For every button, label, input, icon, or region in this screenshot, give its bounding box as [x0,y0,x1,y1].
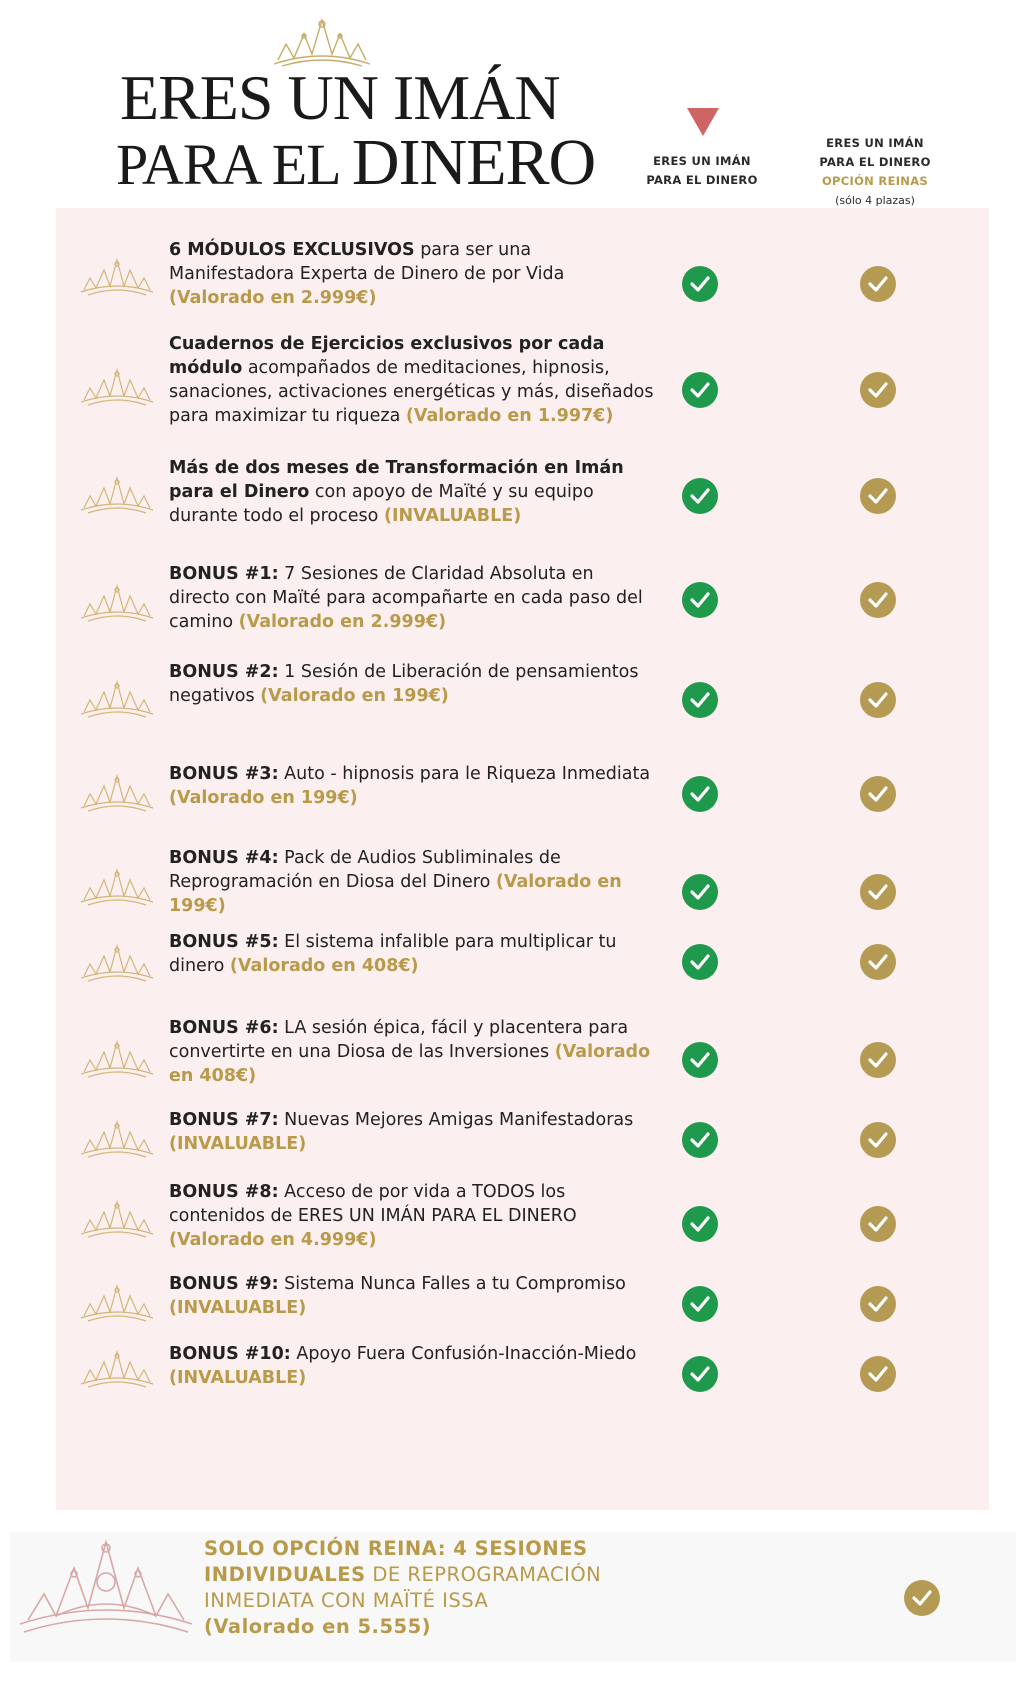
tiara-icon [78,770,156,814]
check-icon [682,1356,718,1392]
feature-value: (Valorado en 2.999€) [169,288,377,308]
check-icon [682,1286,718,1322]
feature-value: (Valorado en 408€) [169,1042,651,1086]
check-icon [860,478,896,514]
feature-description [169,1108,659,1156]
feature-title: BONUS #1: [169,564,279,584]
check-icon [860,1042,896,1078]
check-icon [904,1580,940,1616]
check-icon [682,944,718,980]
check-icon [682,582,718,618]
feature-text: Apoyo Fuera Confusión-Inacción-Miedo [290,1344,637,1364]
feature-title: BONUS #9: [169,1274,279,1294]
check-icon [860,372,896,408]
feature-description [169,456,659,528]
check-icon [682,478,718,514]
feature-title: BONUS #5: [169,932,279,952]
check-icon [682,874,718,910]
feature-description [169,660,659,708]
column-basic-line2: PARA EL DINERO [646,173,758,187]
feature-text: para ser una Manifestadora Experta de Dinero de por Vida [169,240,565,284]
feature-description [169,562,659,634]
feature-title: BONUS #7: [169,1110,279,1130]
feature-description [169,1342,659,1390]
feature-description [169,762,659,810]
feature-text: con apoyo de Maïté y su equipo durante todo el proceso [169,482,594,526]
tiara-icon [78,1346,156,1390]
check-icon [860,266,896,302]
feature-title: BONUS #2: [169,662,279,682]
tiara-icon [78,1280,156,1324]
feature-value: (INVALUABLE) [169,1298,307,1318]
column-queen-note: (sólo 4 plazas) [835,194,915,207]
feature-title: BONUS #4: [169,848,279,868]
feature-title: Cuadernos de Ejercicios exclusivos por cada módulo [169,334,605,378]
feature-title: BONUS #6: [169,1018,279,1038]
feature-text: 7 Sesiones de Claridad Absoluta en directo con Maïté para acompañarte en cada paso del camino [169,564,643,632]
title-part-a: PARA EL [116,132,352,197]
feature-text: Acceso de por vida a TODOS los contenidos de ERES UN IMÁN PARA EL DINERO [169,1182,577,1226]
tiara-icon [78,364,156,408]
feature-title: BONUS #3: [169,764,279,784]
tiara-icon [78,1196,156,1240]
queen-only-desc: DE REPROGRAMACIÓN INMEDIATA CON MAÏTÉ ISSA [204,1563,602,1612]
queen-only-row [10,1532,1016,1662]
feature-value: (Valorado en 408€) [229,956,419,976]
feature-value: (INVALUABLE) [383,506,522,526]
check-icon [860,1356,896,1392]
feature-text: Nuevas Mejores Amigas Manifestadoras [278,1110,634,1130]
column-basic-line1: ERES UN IMÁN [653,154,751,168]
feature-text: Pack de Audios Subliminales de Reprogramación en Diosa del Dinero [169,848,561,892]
feature-value: (Valorado en 199€) [260,686,449,706]
feature-title: BONUS #10: [169,1344,291,1364]
feature-title: Más de dos meses de Transformación en Imán para el Dinero [169,458,624,502]
tiara-icon [78,676,156,720]
queen-only-value: (Valorado en 5.555) [204,1615,432,1638]
features-table [56,208,989,1510]
column-queen-line1: ERES UN IMÁN [826,136,924,150]
column-header-queen [800,134,950,210]
check-icon [682,1042,718,1078]
feature-value: (INVALUABLE) [169,1368,307,1388]
feature-value: (Valorado en 199€) [169,872,622,916]
feature-description [169,1272,659,1320]
queen-only-text [204,1536,684,1640]
check-icon [860,874,896,910]
tiara-icon [78,1036,156,1080]
feature-text: LA sesión épica, fácil y placentera para convertirte en una Diosa de las Inversiones [169,1018,629,1062]
feature-text: Sistema Nunca Falles a tu Compromiso [278,1274,626,1294]
check-icon [860,944,896,980]
title-part-b: DINERO [351,126,596,199]
feature-text: 1 Sesión de Liberación de pensamientos negativos [169,662,639,706]
tiara-icon [78,254,156,298]
tiara-icon [16,1534,196,1642]
check-icon [682,776,718,812]
feature-value: (Valorado en 199€) [169,788,358,808]
tiara-icon [78,580,156,624]
check-icon [860,776,896,812]
check-icon [682,1206,718,1242]
check-icon [860,1286,896,1322]
tiara-icon [78,940,156,984]
tiara-icon [78,864,156,908]
feature-value: (INVALUABLE) [169,1134,307,1154]
column-queen-line2: PARA EL DINERO [819,155,931,169]
feature-value: (Valorado en 1.997€) [405,406,614,426]
check-icon [682,372,718,408]
feature-description [169,238,659,310]
check-icon [860,1206,896,1242]
column-header-basic [632,152,772,190]
feature-description [169,930,659,978]
feature-description [169,1180,659,1252]
check-icon [682,682,718,718]
page-title-line2 [116,126,596,199]
feature-value: (Valorado en 4.999€) [169,1230,377,1250]
check-icon [860,682,896,718]
page-title-line1: ERES UN IMÁN [120,62,560,133]
selected-marker-icon [687,108,719,136]
feature-text: El sistema infalible para multiplicar tu dinero [169,932,617,976]
feature-description [169,1016,659,1088]
feature-description [169,332,659,428]
tiara-icon [78,1116,156,1160]
feature-text: acompañados de meditaciones, hipnosis, sanaciones, activaciones energéticas y más, diseñados para maximizar tu riqueza [169,358,654,426]
feature-description [169,846,659,918]
feature-title: BONUS #8: [169,1182,279,1202]
check-icon [860,582,896,618]
feature-value: (Valorado en 2.999€) [238,612,447,632]
queen-only-bold: SOLO OPCIÓN REINA: 4 SESIONES INDIVIDUALES [204,1537,588,1586]
check-icon [860,1122,896,1158]
feature-text: Auto - hipnosis para le Riqueza Inmediata [278,764,651,784]
column-queen-option: OPCIÓN REINAS [821,174,929,188]
check-icon [682,1122,718,1158]
check-icon [682,266,718,302]
feature-title: 6 MÓDULOS EXCLUSIVOS [169,240,415,260]
tiara-icon [78,472,156,516]
